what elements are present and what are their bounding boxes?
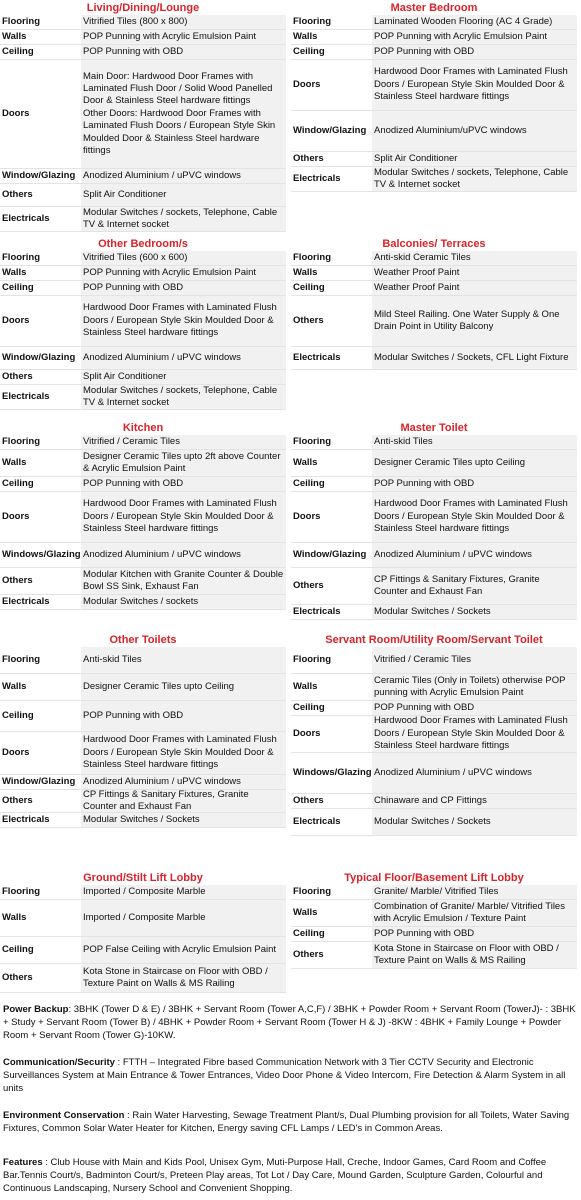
spec-label: Others	[293, 794, 324, 806]
spec-value-text: Anodized Aluminium/uPVC windows	[374, 124, 527, 136]
spec-value	[81, 450, 286, 476]
spec-label: Window/Glazing	[2, 775, 76, 787]
note-text: : 3BHK (Tower D & E) / 3BHK + Servant Room (Tower A,C,F) / 3BHK + Powder Room + Servant Room (TowerJ)- : 3BHK + Study + Servant Room (Tower B) / 4BHK + Powder Room + Servant Room (Tower H & J) -8KW : 4BHK + Family Lounge + Powder Room + Servant Room (Tower G)-10KW.	[3, 1004, 576, 1041]
spec-row	[291, 30, 577, 45]
spec-label: Flooring	[293, 653, 331, 665]
spec-value	[372, 15, 577, 29]
spec-value	[372, 450, 577, 476]
spec-value	[81, 169, 286, 183]
section-title: Master Bedroom	[390, 2, 478, 14]
spec-row	[291, 674, 577, 701]
spec-label: Electricals	[293, 351, 341, 363]
spec-row	[0, 937, 286, 964]
spec-section	[291, 634, 577, 836]
spec-row	[0, 251, 286, 266]
spec-value	[372, 927, 577, 941]
spec-row	[0, 435, 286, 450]
spec-value-text: POP Punning with OBD	[83, 477, 184, 489]
spec-row	[291, 266, 577, 281]
spec-value-text: Designer Ceramic Tiles upto Ceiling	[374, 456, 526, 468]
spec-row	[291, 647, 577, 674]
section-title: Other Bedroom/s	[98, 238, 188, 250]
spec-row	[291, 450, 577, 477]
spec-label: Walls	[293, 906, 318, 918]
spec-value	[372, 674, 577, 700]
spec-row	[0, 281, 286, 296]
spec-value	[81, 266, 286, 280]
spec-row	[0, 543, 286, 568]
spec-value-text: Anodized Aluminium / uPVC windows	[83, 351, 241, 363]
spec-label: Flooring	[293, 15, 331, 27]
spec-row	[0, 477, 286, 492]
spec-value-text: Weather Proof Paint	[374, 281, 460, 293]
spec-row	[0, 568, 286, 595]
spec-value	[81, 385, 286, 409]
spec-row	[291, 347, 577, 370]
spec-value	[81, 885, 286, 899]
spec-value-text: POP Punning with OBD	[374, 701, 475, 713]
spec-label: Electricals	[293, 172, 341, 184]
spec-row	[0, 370, 286, 385]
spec-value	[81, 964, 286, 992]
spec-value	[81, 492, 286, 542]
section-title: Master Toilet	[400, 422, 468, 434]
note-paragraph	[3, 1056, 577, 1095]
spec-value-text: Modular Switches / Sockets	[374, 605, 491, 617]
spec-section	[291, 872, 577, 969]
spec-row	[291, 927, 577, 942]
spec-label: Ceiling	[2, 477, 34, 489]
spec-value-text: Vitrified / Ceramic Tiles	[83, 435, 180, 447]
spec-label: Ceiling	[2, 709, 34, 721]
spec-value	[372, 347, 577, 369]
spec-value	[372, 60, 577, 110]
spec-value	[372, 942, 577, 968]
spec-value	[372, 492, 577, 542]
spec-value	[81, 477, 286, 491]
spec-label: Flooring	[2, 251, 40, 263]
spec-value	[81, 251, 286, 265]
spec-section	[291, 238, 577, 370]
spec-label: Ceiling	[293, 927, 325, 939]
spec-row	[291, 543, 577, 568]
spec-value	[372, 701, 577, 715]
spec-value-text: POP Punning with OBD	[83, 709, 184, 721]
spec-row	[291, 753, 577, 794]
spec-value-text: Hardwood Door Frames with Laminated Flush Doors / European Style Skin Moulded Door & Stainless Steel hardware fittings	[83, 734, 277, 771]
spec-label: Window/Glazing	[2, 169, 76, 181]
spec-label: Ceiling	[293, 281, 325, 293]
spec-row	[291, 477, 577, 492]
spec-row	[0, 296, 286, 347]
spec-row	[0, 450, 286, 477]
spec-row	[291, 605, 577, 620]
spec-value-text: POP Punning with Acrylic Emulsion Paint	[374, 30, 548, 42]
spec-label: Ceiling	[293, 477, 325, 489]
spec-row	[0, 964, 286, 993]
spec-row	[291, 492, 577, 543]
spec-row	[291, 809, 577, 836]
spec-value-text: POP Punning with Acrylic Emulsion Paint	[83, 266, 257, 278]
spec-value	[81, 937, 286, 963]
spec-label: Walls	[2, 911, 27, 923]
spec-value-text: Modular Switches / sockets, Telephone, Cable TV & Internet socket	[83, 206, 278, 230]
spec-value	[81, 674, 286, 700]
spec-value	[81, 60, 286, 168]
spec-label: Electricals	[293, 815, 341, 827]
spec-label: Ceiling	[2, 281, 34, 293]
spec-value-text: Imported / Composite Marble	[83, 885, 206, 897]
spec-label: Flooring	[2, 885, 40, 897]
spec-value	[81, 568, 286, 594]
note-text: : Club House with Main and Kids Pool, Unisex Gym, Muti-Purpose Hall, Creche, Indoor Games, Card Room and Coffee Bar.Tennis Court/s, Badminton Court/s, Preteen Play areas, Tot Lot / Day Care, Mound Garden, Sculpture Garden, Colourful and Continuous Landscaping, Nursery School and Convenient Shopping.	[3, 1157, 547, 1194]
spec-value	[372, 605, 577, 619]
spec-value-text: Chinaware and CP Fittings	[374, 794, 487, 806]
spec-label: Others	[2, 370, 33, 382]
spec-value-text: Modular Switches / Sockets, CFL Light Fixture	[374, 351, 569, 363]
spec-value-text: Weather Proof Paint	[374, 266, 460, 278]
spec-label: Electricals	[2, 212, 50, 224]
spec-value	[372, 266, 577, 280]
spec-label: Others	[2, 971, 33, 983]
spec-label: Others	[293, 948, 324, 960]
spec-value	[372, 900, 577, 926]
spec-label: Ceiling	[293, 45, 325, 57]
spec-value-text: Hardwood Door Frames with Laminated Flush Doors / European Style Skin Moulded Door & Stainless Steel hardware fittings	[374, 498, 568, 535]
spec-row	[0, 60, 286, 169]
note-label: Communication/Security	[3, 1057, 115, 1068]
spec-value-text: Anti-skid Ceramic Tiles	[374, 251, 471, 263]
spec-value	[372, 251, 577, 265]
spec-value	[81, 15, 286, 29]
spec-value	[372, 296, 577, 346]
spec-label: Electricals	[2, 595, 50, 607]
spec-row	[0, 169, 286, 184]
spec-row	[0, 595, 286, 610]
spec-row	[291, 435, 577, 450]
spec-value-text: Granite/ Marble/ Vitrified Tiles	[374, 885, 499, 897]
spec-value-text: Main Door: Hardwood Door Frames with Laminated Flush Door / Solid Wood Panelled Door & Stainless Steel hardware fittings Other Doors: Hardwood Door Frames with Laminated Flush Doors / European Style Skin Moulded Door & Stainless Steel hardware fittings	[83, 70, 276, 156]
spec-label: Flooring	[293, 251, 331, 263]
spec-value-text: Designer Ceramic Tiles upto Ceiling	[83, 680, 235, 692]
spec-row	[291, 568, 577, 605]
spec-row	[0, 701, 286, 732]
spec-value-text: POP Punning with OBD	[83, 45, 184, 57]
spec-value-text: Split Air Conditioner	[83, 188, 167, 200]
spec-value	[372, 809, 577, 835]
spec-value-text: CP Fittings & Sanitary Fixtures, Granite Counter and Exhaust Fan	[374, 573, 540, 597]
spec-value-text: Hardwood Door Frames with Laminated Flush Doors / European Style Skin Moulded Door & Stainless Steel hardware fittings	[374, 66, 568, 103]
spec-value-text: Modular Switches / Sockets	[374, 815, 491, 827]
spec-value-text: Modular Switches / sockets, Telephone, Cable TV & Internet socket	[374, 166, 569, 190]
spec-value-text: Anodized Aluminium / uPVC windows	[83, 775, 241, 787]
spec-label: Walls	[293, 30, 318, 42]
note-label: Power Backup	[3, 1004, 69, 1015]
spec-value-text: Anodized Aluminium / uPVC windows	[374, 548, 532, 560]
spec-label: Doors	[2, 510, 30, 522]
spec-value-text: Kota Stone in Staircase on Floor with OBD / Texture Paint on Walls & MS Railing	[374, 942, 559, 966]
note-text: : Rain Water Harvesting, Sewage Treatment Plant/s, Dual Plumbing provision for all Toilets, Water Saving Fixtures, Common Solar Water Heater for Kitchen, Energy saving CFL Lamps / LED's in Common Areas.	[3, 1110, 570, 1134]
spec-value-text: Anti-skid Tiles	[374, 435, 433, 447]
spec-value-text: POP Punning with Acrylic Emulsion Paint	[83, 30, 257, 42]
spec-value-text: POP Punning with OBD	[83, 281, 184, 293]
spec-row	[291, 60, 577, 111]
spec-label: Others	[293, 314, 324, 326]
spec-value-text: Modular Switches / sockets	[83, 595, 199, 607]
spec-row	[0, 184, 286, 207]
spec-label: Flooring	[2, 653, 40, 665]
spec-label: Others	[2, 188, 33, 200]
spec-value	[81, 30, 286, 44]
spec-label: Walls	[293, 266, 318, 278]
spec-row	[0, 790, 286, 813]
spec-value-text: Vitrified Tiles (600 x 600)	[83, 251, 188, 263]
spec-value	[81, 790, 286, 812]
spec-row	[291, 45, 577, 60]
spec-row	[0, 30, 286, 45]
spec-value	[372, 568, 577, 604]
spec-row	[0, 813, 286, 828]
spec-row	[291, 111, 577, 152]
spec-value	[81, 45, 286, 59]
spec-value	[81, 647, 286, 673]
spec-row	[0, 347, 286, 370]
spec-row	[291, 794, 577, 809]
spec-value	[81, 775, 286, 789]
spec-label: Electricals	[2, 813, 50, 825]
spec-value-text: Hardwood Door Frames with Laminated Flush Doors / European Style Skin Moulded Door & Stainless Steel hardware fittings	[83, 498, 277, 535]
spec-label: Flooring	[293, 435, 331, 447]
spec-value	[372, 794, 577, 808]
spec-value	[372, 716, 577, 752]
note-label: Features	[3, 1157, 43, 1168]
spec-value	[81, 370, 286, 384]
spec-value-text: Anodized Aluminium / uPVC windows	[374, 766, 532, 778]
spec-label: Windows/Glazing	[293, 766, 372, 778]
spec-value-text: Laminated Wooden Flooring (AC 4 Grade)	[374, 15, 553, 27]
spec-label: Ceiling	[2, 943, 34, 955]
spec-row	[291, 885, 577, 900]
note-text: : FTTH – Integrated Fibre based Communication Network with 3 Tier CCTV Security and Electronic Surveillances System at Main Entrance & Tower Entrances, Video Door Phone & Video Intercom, Fire Detection & Alarm System in all units	[3, 1057, 566, 1094]
spec-value	[372, 477, 577, 491]
section-title: Servant Room/Utility Room/Servant Toilet	[325, 634, 543, 646]
spec-row	[291, 251, 577, 266]
spec-value-text: Split Air Conditioner	[83, 370, 167, 382]
spec-value-text: Ceramic Tiles (Only in Toilets) otherwise POP punning with Acrylic Emulsion Paint	[374, 674, 566, 698]
spec-section	[0, 2, 286, 232]
spec-row	[0, 732, 286, 775]
spec-label: Walls	[2, 680, 27, 692]
section-title: Ground/Stilt Lift Lobby	[83, 872, 203, 884]
spec-value	[81, 701, 286, 731]
spec-row	[0, 207, 286, 232]
spec-label: Window/Glazing	[2, 351, 76, 363]
spec-label: Windows/Glazing	[2, 548, 81, 560]
spec-value-text: Hardwood Door Frames with Laminated Flush Doors / European Style Skin Moulded Door & Stainless Steel hardware fittings	[374, 715, 568, 752]
spec-label: Others	[2, 574, 33, 586]
section-title: Kitchen	[122, 422, 164, 434]
spec-row	[291, 900, 577, 927]
spec-value	[81, 900, 286, 936]
spec-value	[372, 30, 577, 44]
spec-value-text: POP Punning with OBD	[374, 477, 475, 489]
spec-label: Doors	[293, 727, 321, 739]
spec-label: Window/Glazing	[293, 548, 367, 560]
spec-value	[372, 885, 577, 899]
spec-row	[0, 45, 286, 60]
spec-value-text: Mild Steel Railing. One Water Supply & One Drain Point in Utility Balcony	[374, 308, 560, 332]
spec-label: Walls	[2, 30, 27, 42]
spec-section	[0, 872, 286, 993]
spec-value	[81, 296, 286, 346]
spec-value-text: Anodized Aluminium / uPVC windows	[83, 169, 241, 181]
spec-row	[0, 674, 286, 701]
spec-value	[372, 152, 577, 166]
spec-value-text: Kota Stone in Staircase on Floor with OBD / Texture Paint on Walls & MS Railing	[83, 965, 268, 989]
spec-value-text: Modular Switches / sockets, Telephone, Cable TV & Internet socket	[83, 384, 278, 408]
spec-label: Ceiling	[2, 45, 34, 57]
spec-value	[372, 543, 577, 567]
spec-label: Others	[293, 579, 324, 591]
spec-row	[0, 266, 286, 281]
spec-label: Window/Glazing	[293, 124, 367, 136]
spec-value-text: Vitrified / Ceramic Tiles	[374, 653, 471, 665]
spec-label: Others	[2, 794, 33, 806]
spec-section	[0, 634, 286, 828]
spec-label: Doors	[2, 314, 30, 326]
spec-row	[291, 281, 577, 296]
spec-value-text: POP Punning with OBD	[374, 45, 475, 57]
spec-section	[0, 422, 286, 610]
spec-row	[291, 152, 577, 167]
spec-label: Walls	[2, 456, 27, 468]
spec-value-text: Modular Switches / Sockets	[83, 813, 200, 825]
spec-label: Walls	[293, 456, 318, 468]
spec-label: Others	[293, 152, 324, 164]
note-paragraph	[3, 1109, 577, 1135]
spec-section	[0, 238, 286, 410]
spec-value-text: Combination of Granite/ Marble/ Vitrified Tiles with Acrylic Emulsion / Texture Paint	[374, 900, 565, 924]
spec-row	[0, 900, 286, 937]
spec-value	[372, 435, 577, 449]
spec-row	[291, 716, 577, 753]
section-title: Balconies/ Terraces	[382, 238, 486, 250]
spec-label: Ceiling	[293, 701, 325, 713]
spec-section	[291, 422, 577, 620]
spec-value	[81, 732, 286, 774]
spec-row	[291, 701, 577, 716]
spec-row	[0, 15, 286, 30]
spec-value-text: Designer Ceramic Tiles upto 2ft above Counter & Acrylic Emulsion Paint	[83, 450, 281, 474]
spec-value	[81, 543, 286, 567]
spec-row	[0, 885, 286, 900]
spec-row	[291, 296, 577, 347]
spec-label: Doors	[2, 107, 30, 119]
spec-value	[372, 111, 577, 151]
spec-value	[372, 281, 577, 295]
spec-row	[0, 492, 286, 543]
spec-label: Flooring	[2, 15, 40, 27]
spec-value	[372, 45, 577, 59]
section-title: Living/Dining/Lounge	[86, 2, 200, 14]
spec-row	[291, 942, 577, 969]
note-paragraph	[3, 1156, 577, 1195]
spec-value-text: Split Air Conditioner	[374, 152, 458, 164]
spec-value-text: Hardwood Door Frames with Laminated Flush Doors / European Style Skin Moulded Door & Stainless Steel hardware fittings	[83, 302, 277, 339]
spec-value-text: Anti-skid Tiles	[83, 653, 142, 665]
spec-row	[0, 647, 286, 674]
spec-label: Electricals	[293, 605, 341, 617]
spec-label: Flooring	[293, 885, 331, 897]
spec-value	[372, 753, 577, 793]
spec-value	[81, 595, 286, 609]
spec-value	[372, 167, 577, 191]
spec-label: Walls	[293, 680, 318, 692]
spec-row	[291, 167, 577, 192]
section-title: Typical Floor/Basement Lift Lobby	[344, 872, 524, 884]
spec-label: Electricals	[2, 390, 50, 402]
spec-value	[81, 281, 286, 295]
spec-label: Doors	[293, 510, 321, 522]
note-paragraph	[3, 1003, 577, 1042]
spec-value	[81, 435, 286, 449]
spec-value	[81, 184, 286, 206]
spec-value-text: POP False Ceiling with Acrylic Emulsion Paint	[83, 943, 277, 955]
section-title: Other Toilets	[109, 634, 177, 646]
spec-section	[291, 2, 577, 192]
spec-value-text: POP Punning with OBD	[374, 927, 475, 939]
spec-value	[81, 347, 286, 369]
spec-value-text: Vitrified Tiles (800 x 800)	[83, 15, 188, 27]
spec-value-text: Modular Kitchen with Granite Counter & Double Bowl SS Sink, Exhaust Fan	[83, 568, 284, 592]
spec-value-text: Imported / Composite Marble	[83, 911, 206, 923]
spec-value-text: Anodized Aluminium / uPVC windows	[83, 548, 241, 560]
spec-label: Doors	[293, 78, 321, 90]
spec-label: Doors	[2, 746, 30, 758]
spec-value	[81, 813, 286, 827]
spec-value-text: CP Fittings & Sanitary Fixtures, Granite Counter and Exhaust Fan	[83, 788, 249, 812]
spec-row	[291, 15, 577, 30]
spec-label: Walls	[2, 266, 27, 278]
spec-value	[372, 647, 577, 673]
spec-label: Flooring	[2, 435, 40, 447]
spec-row	[0, 385, 286, 410]
note-label: Environment Conservation	[3, 1110, 125, 1121]
spec-value	[81, 207, 286, 231]
